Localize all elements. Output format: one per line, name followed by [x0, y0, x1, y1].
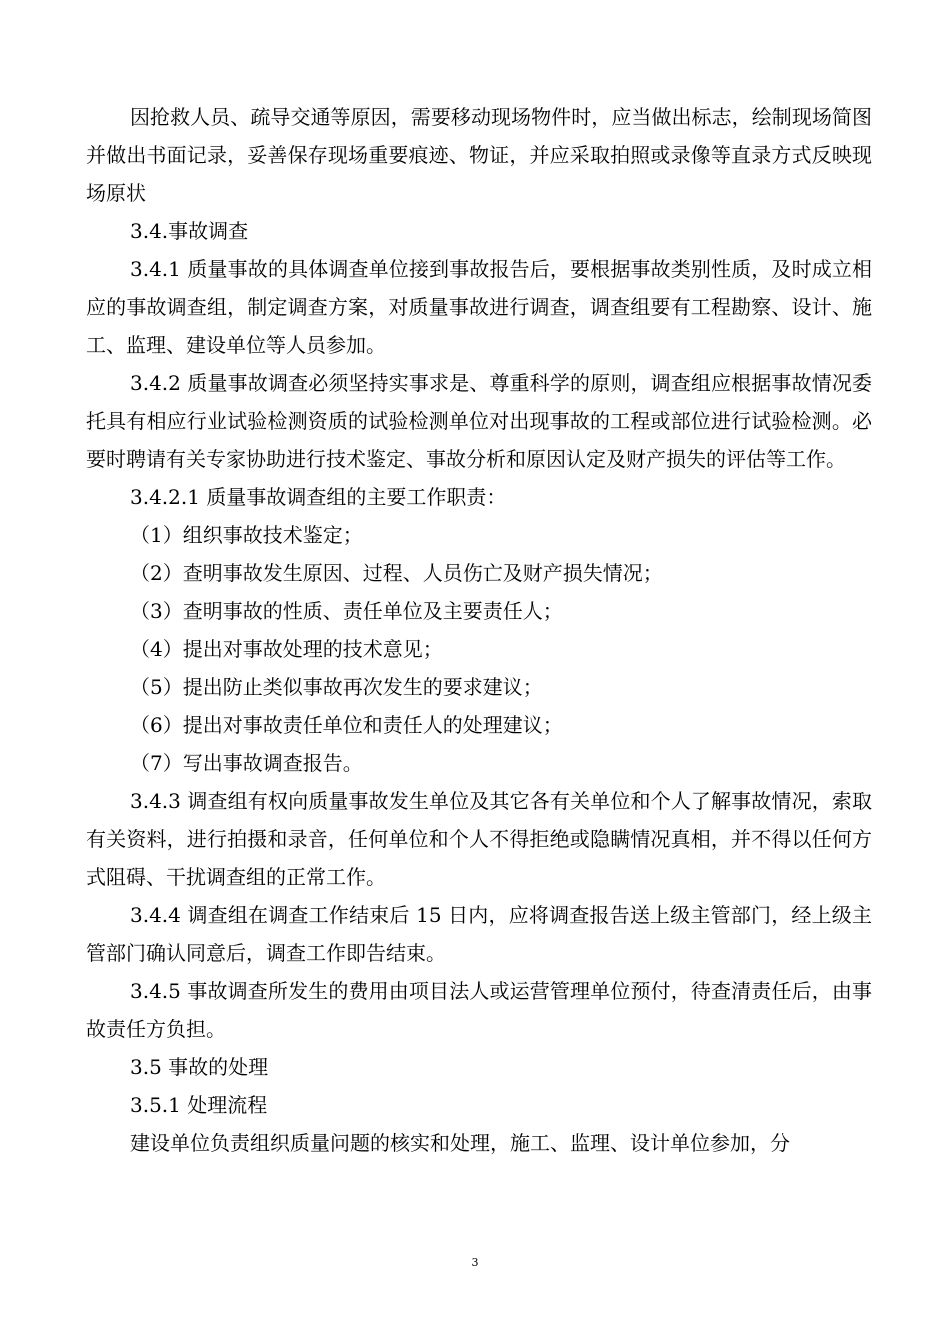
- paragraph-3-4-4: 3.4.4 调查组在调查工作结束后 15 日内，应将调查报告送上级主管部门，经上级主管部门确认同意后，调查工作即告结束。: [86, 903, 872, 965]
- heading-3-5-1: 3.5.1 处理流程: [130, 1093, 268, 1117]
- list-item-5: （5）提出防止类似事故再次发生的要求建议；: [130, 675, 543, 699]
- paragraph-3-4-1: 3.4.1 质量事故的具体调查单位接到事故报告后，要根据事故类别性质，及时成立相应的事故调查组，制定调查方案，对质量事故进行调查，调查组要有工程勘察、设计、施工、监理、建设单位等人员参加。: [86, 257, 872, 357]
- list-item-6: （6）提出对事故责任单位和责任人的处理建议；: [130, 713, 563, 737]
- paragraph-processing: 建设单位负责组织质量问题的核实和处理，施工、监理、设计单位参加，分: [130, 1131, 790, 1155]
- document-body: [86, 98, 872, 1162]
- heading-3-5: 3.5 事故的处理: [130, 1055, 269, 1079]
- page-number: 3: [471, 1256, 479, 1269]
- list-item-1: （1）组织事故技术鉴定；: [130, 523, 363, 547]
- list-item-3: （3）查明事故的性质、责任单位及主要责任人；: [130, 599, 563, 623]
- paragraph-3-4-5: 3.4.5 事故调查所发生的费用由项目法人或运营管理单位预付，待查清责任后，由事故责任方负担。: [86, 979, 872, 1041]
- paragraph-3-4-2: 3.4.2 质量事故调查必须坚持实事求是、尊重科学的原则，调查组应根据事故情况委托具有相应行业试验检测资质的试验检测单位对出现事故的工程或部位进行试验检测。必要时聘请有关专家协助进行技术鉴定、事故分析和原因认定及财产损失的评估等工作。: [86, 371, 872, 471]
- list-item-2: （2）查明事故发生原因、过程、人员伤亡及财产损失情况；: [130, 561, 663, 585]
- list-item-4: （4）提出对事故处理的技术意见；: [130, 637, 443, 661]
- paragraph-3-4-3: 3.4.3 调查组有权向质量事故发生单位及其它各有关单位和个人了解事故情况，索取有关资料，进行拍摄和录音，任何单位和个人不得拒绝或隐瞒情况真相，并不得以任何方式阻碍、干扰调查组的正常工作。: [86, 789, 872, 889]
- heading-3-4-2-1: 3.4.2.1 质量事故调查组的主要工作职责：: [130, 485, 507, 509]
- list-item-7: （7）写出事故调查报告。: [130, 751, 363, 775]
- paragraph-scene-protection: 因抢救人员、疏导交通等原因，需要移动现场物件时，应当做出标志，绘制现场简图并做出书面记录，妥善保存现场重要痕迹、物证，并应采取拍照或录像等直录方式反映现场原状: [86, 105, 872, 205]
- heading-accident-investigation: 3.4.事故调查: [130, 219, 249, 243]
